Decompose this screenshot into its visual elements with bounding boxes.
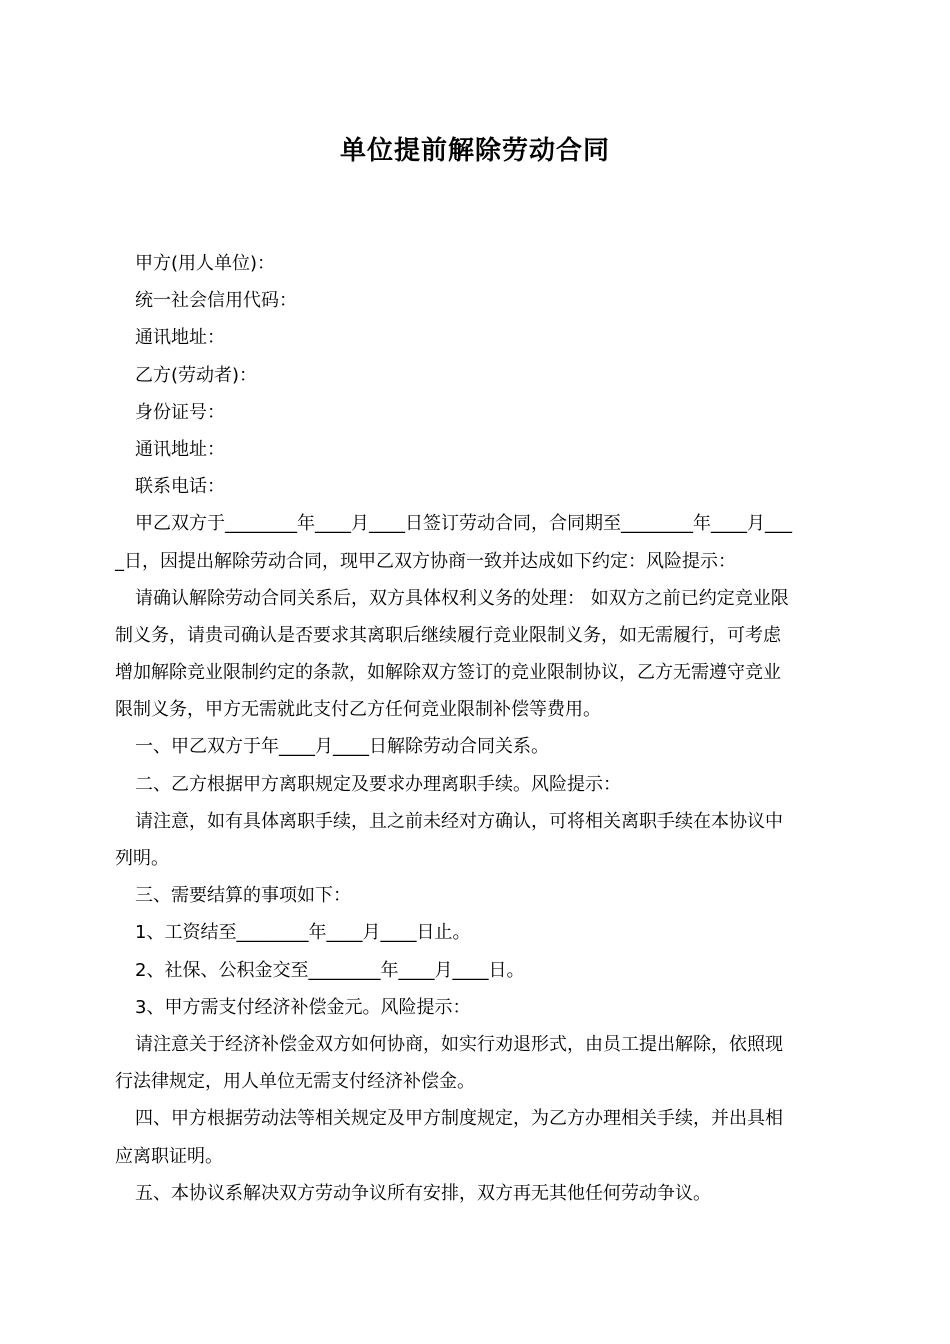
party-b-name-line: 乙方(劳动者)： xyxy=(135,364,258,386)
risk-note-non-compete-line: 请确认解除劳动合同关系后，双方具体权利义务的处理： 如双方之前已约定竞业限 xyxy=(135,587,789,609)
risk-note-non-compete-line: 增加解除竞业限制约定的条款，如解除双方签订的竞业限制协议，乙方无需遵守竞业 xyxy=(115,662,781,684)
clause-one-line: 一、甲乙双方于年____月____日解除劳动合同关系。 xyxy=(135,736,549,758)
risk-note-non-compete-line: 限制义务，甲方无需就此支付乙方任何竞业限制补偿等费用。 xyxy=(115,699,601,721)
clause-two-line: 二、乙方根据甲方离职规定及要求办理离职手续。风险提示： xyxy=(135,773,621,795)
party-a-address-line: 通讯地址： xyxy=(135,327,225,349)
party-b-address-line: 通讯地址： xyxy=(135,438,225,460)
contract-date-line: 甲乙双方于________年____月____日签订劳动合同，合同期至________年____月___ xyxy=(135,513,792,535)
risk-note-resignation-line: 请注意，如有具体离职手续，且之前未经对方确认，可将相关离职手续在本协议中 xyxy=(135,810,783,832)
contract-date-line-continued: _日，因提出解除劳动合同，现甲乙双方协商一致并达成如下约定：风险提示： xyxy=(115,550,736,572)
party-a-name-line: 甲方(用人单位)： xyxy=(135,253,276,274)
credit-code-line: 统一社会信用代码： xyxy=(135,290,297,312)
settlement-item-wages: 1、工资结至________年____月____日止。 xyxy=(135,922,471,944)
risk-note-compensation-line: 行法律规定，用人单位无需支付经济补偿金。 xyxy=(115,1071,475,1093)
settlement-item-social-security: 2、社保、公积金交至________年____月____日。 xyxy=(135,959,525,981)
phone-line: 联系电话： xyxy=(135,476,225,498)
risk-note-resignation-line: 列明。 xyxy=(115,848,169,869)
id-number-line: 身份证号： xyxy=(135,401,225,423)
risk-note-compensation-line: 请注意关于经济补偿金双方如何协商，如实行劝退形式，由员工提出解除，依照现 xyxy=(135,1033,783,1055)
document-body xyxy=(115,245,837,1212)
document-title: 单位提前解除劳动合同 xyxy=(339,136,610,166)
risk-note-non-compete-line: 制义务，请贵司确认是否要求其离职后继续履行竞业限制义务，如无需履行，可考虑 xyxy=(115,624,781,646)
clause-five-line: 五、本协议系解决双方劳动争议所有安排，双方再无其他任何劳动争议。 xyxy=(135,1182,711,1204)
clause-four-line: 应离职证明。 xyxy=(115,1145,223,1167)
settlement-item-compensation: 3、甲方需支付经济补偿金元。风险提示： xyxy=(135,996,471,1018)
clause-three-line: 三、需要结算的事项如下： xyxy=(135,885,351,907)
clause-four-line: 四、甲方根据劳动法等相关规定及甲方制度规定，为乙方办理相关手续，并出具相 xyxy=(135,1108,783,1130)
